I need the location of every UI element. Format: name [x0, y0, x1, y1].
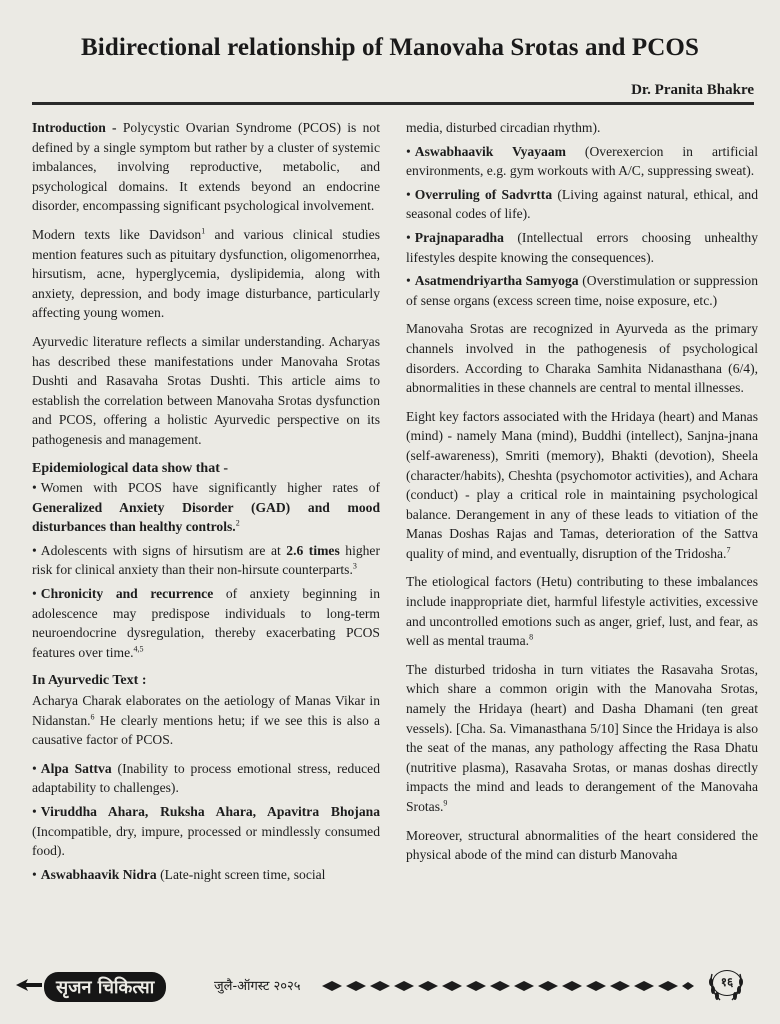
article-author: Dr. Pranita Bhakre	[631, 82, 754, 98]
hetu-term: Overruling of Sadvrtta	[414, 186, 553, 202]
epidemiology-bullet	[32, 478, 380, 537]
hetu-description: (Living against natural, ethical, and seasonal codes of life).	[406, 186, 758, 222]
bullet-text: higher risk for clinical anxiety than their non-hirsute counterparts.	[32, 542, 380, 578]
hetu-term: Asatmendriyartha Samyoga	[414, 273, 579, 289]
epidemiology-bullet	[32, 584, 380, 662]
magazine-brand: सृजन चिकित्सा	[44, 972, 166, 1002]
page-number: १६	[712, 970, 742, 996]
structural-abnormalities-paragraph: Moreover, structural abnormalities of the heart considered the physical abode of the mind can disturb Manovaha	[406, 827, 758, 863]
modern-texts-paragraph	[32, 225, 380, 323]
intro-paragraph	[32, 118, 380, 216]
citation: 4,5	[133, 644, 144, 654]
hetu-term: Aswabhaavik Vyayaam	[414, 143, 566, 159]
hetu-term: Alpa Sattva	[40, 760, 112, 776]
ayurvedic-literature-paragraph: Ayurvedic literature reflects a similar understanding. Acharyas has described these manifestations under Manovaha Srotas Dushti and Rasavaha Srotas Dushti. This article aims to establish the correlation between Manovaha Srotas dysfunction and PCOS, offering a holistic Ayurvedic perspective on its pathogenesis and management.	[32, 333, 380, 447]
citation: 7	[726, 545, 731, 555]
charak-paragraph	[32, 691, 380, 750]
citation: 2	[235, 518, 240, 528]
paragraph-text: The etiological factors (Hetu) contributing to these imbalances include inappropriate diet, harmful lifestyle activities, excessive and uncontrolled emotions such as anger, grief, lust, and fear, as well as mental trauma.	[406, 574, 758, 649]
citation: 9	[443, 798, 448, 808]
citation: 6	[90, 712, 95, 722]
paragraph-text: and various clinical studies mention features such as pituitary dysfunction, oligomenorrhea, hirsutism, acne, hyperglycemia, dyslipidemia, along with anxiety, depression, and body image disturbance, particularly affecting young women.	[32, 226, 380, 321]
epidemiology-heading: Epidemiological data show that -	[32, 460, 229, 476]
hetu-description: (Overexercion in artificial environments, e.g. gym workouts with A/C, suppressing sweat).	[406, 143, 758, 179]
bullet-text: Women with PCOS have significantly higher rates of	[40, 480, 380, 496]
article-title: Bidirectional relationship of Manovaha Srotas and PCOS	[81, 34, 699, 61]
eight-factors-paragraph	[406, 407, 758, 564]
page-footer	[0, 966, 780, 1006]
paragraph-text: Eight key factors associated with the Hridaya (heart) and Manas (mind) - namely Mana (mind), Buddhi (intellect), Sanjna-jnana (self-awareness), Smriti (memory), Bhakti (devotion), Sheela (character/habits), Cheshta (psychomotor activities), and Achara (conduct) - play a critical role in maintaining psychological balance. Derangement in any of these leads to vitiation of the Manas Doshas Rajas and Tamas, deterioration of the Sattva quality of mind, and eventually, disruption of the Tridosha.	[406, 408, 758, 561]
hetu-term: Prajnaparadha	[414, 229, 504, 245]
epidemiology-bullet	[32, 541, 380, 580]
hetu-bullet	[32, 802, 380, 861]
issue-date: जुलै-ऑगस्ट २०२५	[214, 979, 301, 994]
citation: 3	[352, 561, 357, 571]
hetu-description: (Inability to process emotional stress, reduced adaptability to challenges).	[32, 760, 380, 796]
hetu-description: (Overstimulation or suppression of sense organs (excess screen time, noise exposure, etc.)	[406, 273, 758, 308]
hetu-description: (Late-night screen time, social	[156, 866, 326, 882]
bullet-emphasis: 2.6 times	[286, 542, 340, 558]
hetu-description: (Incompatible, dry, impure, processed or mindlessly consumed food).	[32, 823, 380, 859]
manovaha-srotas-paragraph: Manovaha Srotas are recognized in Ayurveda as the primary channels involved in the pathogenesis of psychological disorders. According to Charaka Samhita Nidanasthana (6/4), abnormalities in these channels are central to mental illnesses.	[406, 321, 758, 396]
bullet-emphasis: Generalized Anxiety Disorder (GAD) and mood disturbances than healthy controls.	[32, 499, 380, 535]
hetu-bullet	[32, 865, 380, 885]
hetu-term: Aswabhaavik Nidra	[40, 866, 157, 882]
hetu-bullet	[406, 271, 758, 310]
hetu-bullet	[406, 185, 758, 224]
paragraph-text: The disturbed tridosha in turn vitiates the Rasavaha Srotas, which share a common origin with the Manovaha Srotas, namely the Hridaya (heart) and Dasha Dhamani (ten great vessels). [Cha. Sa. Vimanasthana 5/10] Since the Hridaya is also the seat of the manas, any pathology affecting the Rasa Dhatu (nutritive plasma), Rasavaha Srotas, or manas doshas directly impacts the mind and leads to derangement of the Manovaha Srotas.	[406, 661, 758, 814]
right-column	[406, 118, 758, 946]
citation: 8	[529, 632, 534, 642]
brand-arrow-icon	[14, 978, 44, 992]
hetu-term: Viruddha Ahara, Ruksha Ahara, Apavitra Bhojana	[40, 804, 380, 819]
bullet-text: of anxiety beginning in adolescence may predispose individuals to long-term neuroendocrine dysregulation, thereby exacerbating PCOS features over time.	[32, 586, 380, 660]
bullet-emphasis: Chronicity and recurrence	[40, 586, 214, 602]
tridosha-paragraph	[406, 660, 758, 817]
hetu-bullet	[406, 228, 758, 267]
left-column	[32, 118, 380, 946]
intro-label: Introduction -	[32, 120, 117, 135]
etiological-factors-paragraph	[406, 572, 758, 650]
paragraph-text: Acharya Charak elaborates on the aetiology of Manas Vikar in Nidanstan.	[32, 693, 380, 728]
paragraph-text: He clearly mentions hetu; if we see this is also a causative factor of PCOS.	[32, 712, 380, 748]
decorative-border-icon	[322, 980, 694, 992]
citation: 1	[201, 226, 206, 236]
intro-text: Polycystic Ovarian Syndrome (PCOS) is not defined by a single symptom but rather by a cluster of systemic imbalances, involving reproductive, metabolic, and psychological domains. It extends beyond an endocrine disorder, encompassing significant psychological involvement.	[32, 120, 380, 214]
hetu-bullet	[406, 142, 758, 181]
paragraph-text: Modern texts like Davidson	[32, 226, 202, 242]
bullet-text: Adolescents with signs of hirsutism are at	[40, 542, 287, 558]
hetu-bullet	[32, 759, 380, 798]
hetu-description: (Intellectual errors choosing unhealthy lifestyles despite knowing the consequences).	[406, 229, 758, 265]
title-divider	[32, 102, 754, 105]
continued-text: media, disturbed circadian rhythm).	[406, 120, 601, 135]
ayurvedic-text-heading: In Ayurvedic Text :	[32, 673, 147, 689]
